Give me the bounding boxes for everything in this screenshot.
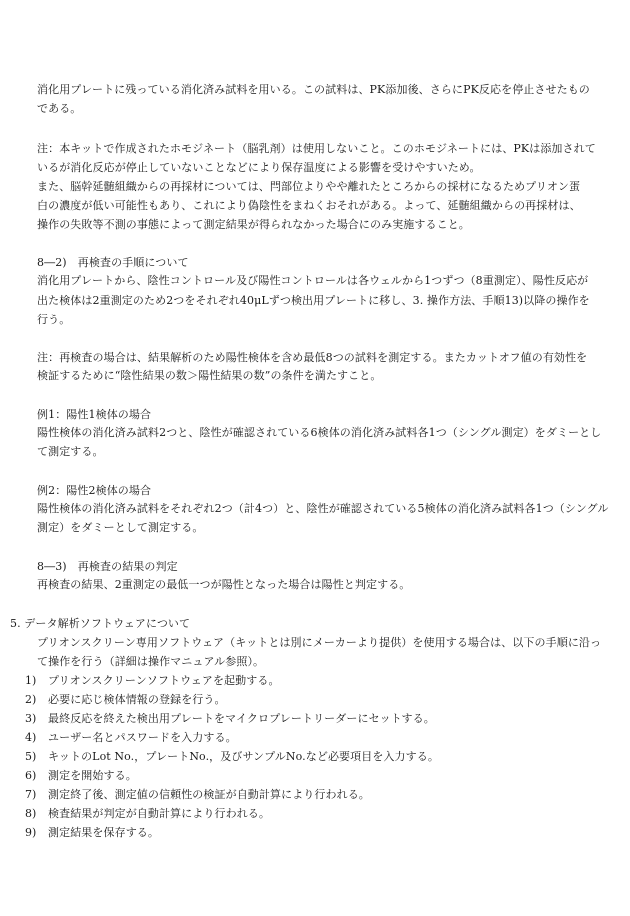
note-line: 操作の失敗等不測の事態によって測定結果が得られなかった場合にのみ実施すること。 — [37, 218, 470, 231]
step-number: 5) — [25, 750, 37, 763]
paragraph-line: 消化用プレートから、陰性コントロール及び陽性コントロールは各ウェルから1つずつ（8重測定）、陽性反応が — [37, 274, 589, 287]
paragraph-line: 行う。 — [37, 313, 71, 326]
note-line: 白の濃度が低い可能性もあり、これにより偽陰性をまねくおそれがある。よって、延髄組織からの再採材は、 — [37, 199, 581, 212]
step-number: 3) — [25, 712, 37, 725]
step-text: 必要に応じ検体情報の登録を行う。 — [48, 693, 226, 706]
paragraph-line: 再検査の結果、2重測定の最低一つが陽性となった場合は陽性と判定する。 — [37, 578, 411, 591]
paragraph-line: 陽性検体の消化済み試料をそれぞれ2つ（計4つ）と、陰性が確認されている5検体の消化済み試料各1つ（シングル — [37, 502, 609, 515]
step-number: 4) — [25, 731, 37, 744]
note-line: 注：再検査の場合は、結果解析のため陽性検体を含め最低8つの試料を測定する。またカットオフ値の有効性を — [37, 351, 588, 364]
note-line: いるが消化反応が停止していないことなどにより保存温度による影響を受けやすいため。 — [37, 161, 481, 174]
step-number: 1) — [25, 674, 37, 687]
paragraph-line: 測定）をダミーとして測定する。 — [37, 521, 204, 534]
step-number: 8) — [25, 807, 37, 820]
paragraph-line: 陽性検体の消化済み試料2つと、陰性が確認されている6検体の消化済み試料各1つ（シングル測定）をダミーとし — [37, 426, 602, 439]
section-heading: 8―3) 再検査の結果の判定 — [37, 560, 178, 573]
step-text: 測定終了後、測定値の信頼性の検証が自動計算により行われる。 — [48, 788, 370, 801]
step-text: プリオンスクリーンソフトウェアを起動する。 — [48, 674, 280, 687]
step-text: キットのLot No.，プレートNo.，及びサンプルNo.など必要項目を入力する。 — [48, 750, 439, 763]
example-heading: 例2：陽性2検体の場合 — [37, 484, 152, 497]
example-heading: 例1：陽性1検体の場合 — [37, 408, 152, 421]
step-number: 7) — [25, 788, 37, 801]
paragraph-line: 消化用プレートに残っている消化済み試料を用いる。この試料は、PK添加後、さらにPK反応を停止させたもの — [37, 83, 590, 96]
paragraph-line: プリオンスクリーン専用ソフトウェア（キットとは別にメーカーより提供）を使用する場合は、以下の手順に沿っ — [37, 636, 602, 649]
step-text: 検査結果が判定が自動計算により行われる。 — [48, 807, 270, 820]
step-text: ユーザー名とパスワードを入力する。 — [48, 731, 237, 744]
step-text: 測定を開始する。 — [48, 769, 137, 782]
section-heading: 8―2) 再検査の手順について — [37, 256, 189, 269]
note-line: また、脳幹延髄組織からの再採材については、閂部位よりやや離れたところからの採材になるためプリオン蛋 — [37, 180, 581, 193]
step-number: 9) — [25, 826, 37, 839]
note-line: 注：本キットで作成されたホモジネート（脳乳剤）は使用しないこと。このホモジネートには、PKは添加されて — [37, 142, 596, 155]
section-heading: 5. データ解析ソフトウェアについて — [10, 617, 191, 630]
step-text: 最終反応を終えた検出用プレートをマイクロプレートリーダーにセットする。 — [48, 712, 435, 725]
paragraph-line: て測定する。 — [37, 445, 104, 458]
paragraph-line: 出た検体は2重測定のため2つをそれぞれ40μLずつ検出用プレートに移し、3. 操作方法、手順13)以降の操作を — [37, 294, 590, 307]
paragraph-line: て操作を行う（詳細は操作マニュアル参照）。 — [37, 655, 265, 668]
note-line: 検証するために“陰性結果の数＞陽性結果の数”の条件を満たすこと。 — [37, 369, 382, 382]
step-text: 測定結果を保存する。 — [48, 826, 159, 839]
step-number: 6) — [25, 769, 37, 782]
paragraph-line: である。 — [37, 102, 82, 115]
step-number: 2) — [25, 693, 37, 706]
